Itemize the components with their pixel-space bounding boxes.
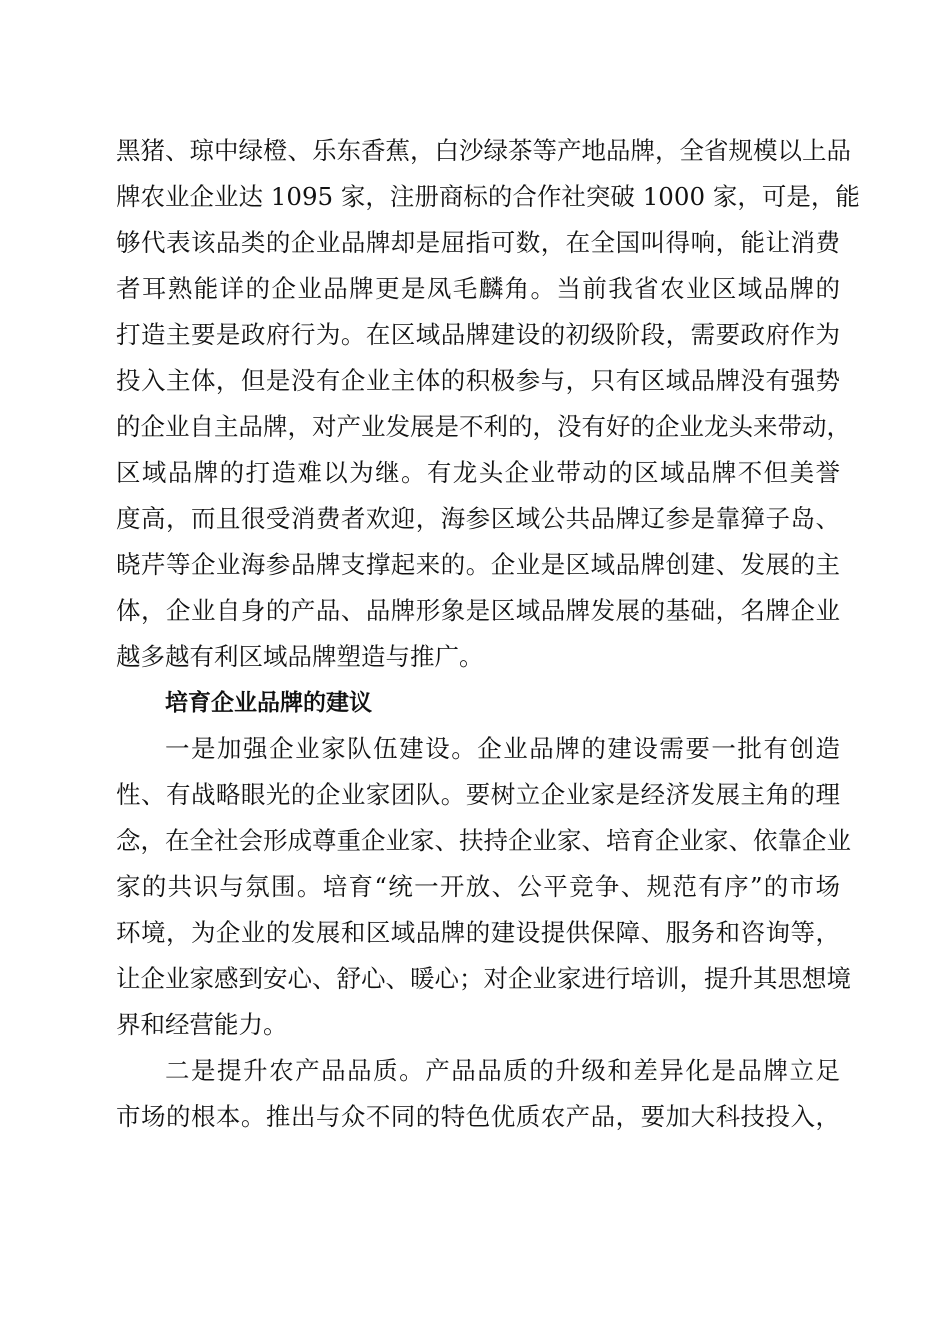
text-line: 者耳熟能详的企业品牌更是凤毛麟角。当前我省农业区域品牌的 — [116, 274, 840, 303]
text-line: 的企业自主品牌，对产业发展是不利的，没有好的企业龙头来带动， — [116, 412, 851, 441]
text-line: 黑猪、琼中绿橙、乐东香蕉，白沙绿茶等产地品牌，全省规模以上品 — [116, 136, 851, 165]
text-line: 念，在全社会形成尊重企业家、扶持企业家、培育企业家、依靠企业 — [116, 826, 851, 855]
text-line: 二是提升农产品品质。产品品质的升级和差异化是品牌立足 — [165, 1056, 840, 1085]
text-line: 晓芹等企业海参品牌支撑起来的。企业是区域品牌创建、发展的主 — [116, 550, 840, 579]
text-line: 让企业家感到安心、舒心、暖心；对企业家进行培训，提升其思想境 — [116, 964, 851, 993]
paragraph-product-quality — [116, 1048, 840, 1140]
paragraph-entrepreneur-team — [116, 726, 851, 1048]
paragraph-enterprise-brand-status — [116, 128, 860, 680]
text-line: 界和经营能力。 — [116, 1010, 288, 1039]
text-line: 家的共识与氛围。培育“统一开放、公平竞争、规范有序”的市场 — [116, 872, 840, 901]
section-heading: 培育企业品牌的建议 — [165, 690, 372, 716]
text-line: 投入主体，但是没有企业主体的积极参与，只有区域品牌没有强势 — [116, 366, 840, 395]
text-line: 市场的根本。推出与众不同的特色优质农产品，要加大科技投入， — [116, 1102, 840, 1131]
text-line: 环境，为企业的发展和区域品牌的建设提供保障、服务和咨询等， — [116, 918, 840, 947]
text-line: 一是加强企业家队伍建设。企业品牌的建设需要一批有创造 — [165, 734, 840, 763]
text-line: 打造主要是政府行为。在区域品牌建设的初级阶段，需要政府作为 — [116, 320, 840, 349]
text-line: 度高，而且很受消费者欢迎，海参区域公共品牌辽参是靠獐子岛、 — [116, 504, 840, 533]
text-line: 够代表该品类的企业品牌却是屈指可数，在全国叫得响，能让消费 — [116, 228, 840, 257]
text-line: 牌农业企业达 1095 家，注册商标的合作社突破 1000 家，可是，能 — [116, 182, 860, 211]
text-line: 性、有战略眼光的企业家团队。要树立企业家是经济发展主角的理 — [116, 780, 840, 809]
text-line: 区域品牌的打造难以为继。有龙头企业带动的区域品牌不但美誉 — [116, 458, 840, 487]
text-line: 体，企业自身的产品、品牌形象是区域品牌发展的基础，名牌企业 — [116, 596, 840, 625]
text-line: 越多越有利区域品牌塑造与推广。 — [116, 642, 484, 671]
document-body — [116, 128, 860, 1140]
